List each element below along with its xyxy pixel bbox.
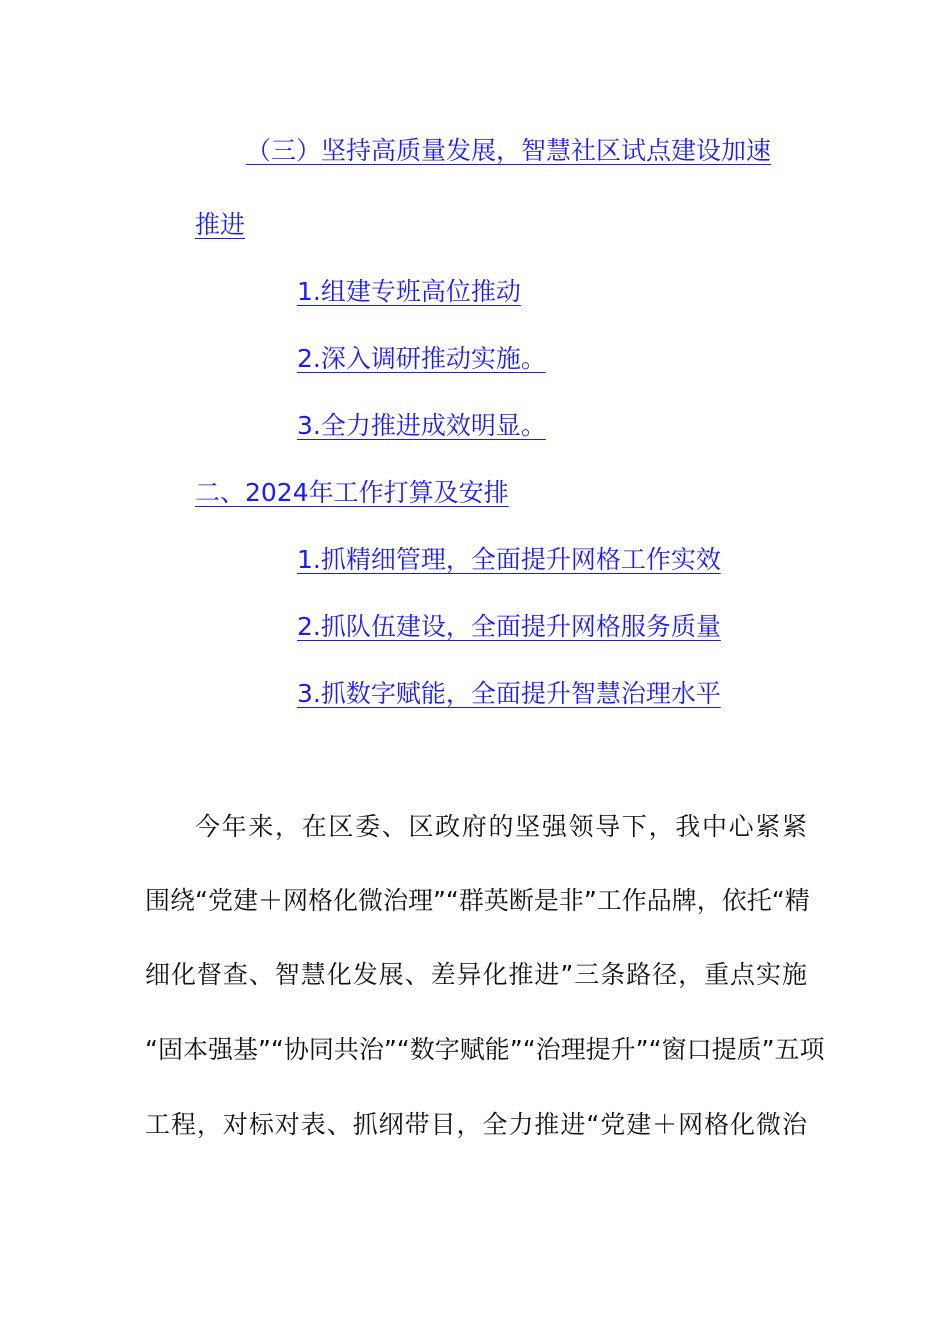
toc-link-section3[interactable]: （三）坚持高质量发展，智慧社区试点建设加速 — [246, 136, 772, 165]
body-paragraph-line-3: 细化督查、智慧化发展、差异化推进”三条路径，重点实施 — [145, 960, 807, 989]
toc-link-part2-item-3[interactable]: 3.抓数字赋能，全面提升智慧治理水平 — [297, 679, 721, 708]
toc-link-part2[interactable]: 二、2024年工作打算及安排 — [195, 478, 509, 507]
toc-link-section3-item-1[interactable]: 1.组建专班高位推动 — [297, 277, 521, 306]
toc-link-part2-item-2[interactable]: 2.抓队伍建设，全面提升网格服务质量 — [297, 612, 721, 641]
body-paragraph-line-4: “固本强基”“协同共治”“数字赋能”“治理提升”“窗口提质”五项 — [145, 1035, 825, 1064]
toc-link-part2-item-1[interactable]: 1.抓精细管理，全面提升网格工作实效 — [297, 545, 721, 574]
toc-link-section3-item-2[interactable]: 2.深入调研推动实施。 — [297, 344, 546, 373]
body-paragraph-line-1: 今年来，在区委、区政府的坚强领导下，我中心紧紧 — [195, 812, 807, 841]
body-paragraph-line-2: 围绕“党建＋网格化微治理”“群英断是非”工作品牌，依托“精 — [145, 886, 810, 915]
toc-link-section3-item-3[interactable]: 3.全力推进成效明显。 — [297, 411, 546, 440]
toc-link-section3-continued[interactable]: 推进 — [195, 210, 246, 239]
body-paragraph-line-5: 工程，对标对表、抓纲带目，全力推进“党建＋网格化微治 — [145, 1110, 807, 1139]
